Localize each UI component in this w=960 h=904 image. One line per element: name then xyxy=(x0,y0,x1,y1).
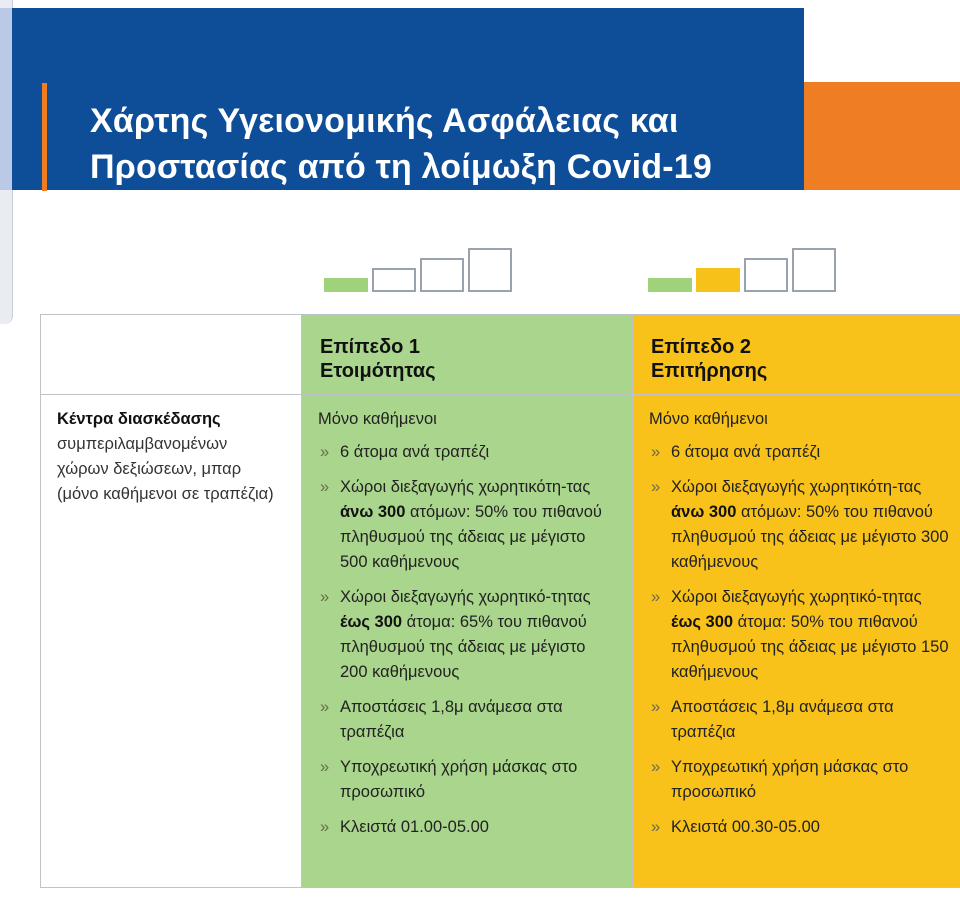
page-title xyxy=(90,98,790,190)
bullet-marker: » xyxy=(651,478,661,496)
bullet-marker: » xyxy=(320,758,330,776)
meter-cell-4 xyxy=(792,248,836,292)
list-item: » Χώροι διεξαγωγής χωρητικό-τητας έως 300 άτομα: 50% του πιθανού πληθυσμού της άδειας με μέγιστο 150 καθήμενους xyxy=(649,585,949,685)
bullet-marker: » xyxy=(320,588,330,606)
empty-header-cell xyxy=(41,315,302,395)
meter-cell-3 xyxy=(744,258,788,292)
list-item: » Κλειστά 00.30-05.00 xyxy=(649,815,949,840)
venue-cell xyxy=(41,395,302,888)
meter-cell-2 xyxy=(372,268,416,292)
venue-description: συμπεριλαμβανομένων χώρων δεξιώσεων, μπαρ (μόνο καθήμενοι σε τραπέζια) xyxy=(57,435,274,503)
meter-cell-3 xyxy=(420,258,464,292)
measures-table xyxy=(40,314,960,888)
level-1-subtitle: Ετοιμότητας xyxy=(320,360,436,382)
list-item: » Χώροι διεξαγωγής χωρητικότη-τας άνω 300 ατόμων: 50% του πιθανού πληθυσμού της άδειας με μέγιστο 300 καθήμενους xyxy=(649,475,949,575)
list-item: » Χώροι διεξαγωγής χωρητικότη-τας άνω 300 ατόμων: 50% του πιθανού πληθυσμού της άδειας με μέγιστο 500 καθήμενους xyxy=(318,475,616,575)
title-line-2: Προστασίας από τη λοίμωξη Covid-19 xyxy=(90,148,712,186)
bullet-marker: » xyxy=(320,443,330,461)
level-1-header xyxy=(302,315,633,395)
header-banner xyxy=(12,8,804,190)
bullet-marker: » xyxy=(651,443,661,461)
level-2-subtitle: Επιτήρησης xyxy=(651,360,768,382)
table-header-row xyxy=(41,315,960,395)
table-row xyxy=(41,395,960,888)
title-line-1: Χάρτης Υγειονομικής Ασφάλειας και xyxy=(90,102,679,140)
list-item: » Αποστάσεις 1,8μ ανάμεσα στα τραπέζια xyxy=(318,695,616,745)
meter-cell-2 xyxy=(696,268,740,292)
bullet-marker: » xyxy=(320,818,330,836)
level-1-name: Επίπεδο 1 xyxy=(320,336,421,358)
list-item: » Κλειστά 01.00-05.00 xyxy=(318,815,616,840)
list-item: » Υποχρεωτική χρήση μάσκας στο προσωπικό xyxy=(318,755,616,805)
list-item: » 6 άτομα ανά τραπέζι xyxy=(649,440,949,465)
bullet-marker: » xyxy=(651,818,661,836)
bullet-marker: » xyxy=(651,758,661,776)
bullet-marker: » xyxy=(320,698,330,716)
meter-cell-1 xyxy=(648,278,692,292)
bullet-marker: » xyxy=(651,698,661,716)
level-1-intro: Μόνο καθήμενοι xyxy=(318,410,437,428)
meter-cell-4 xyxy=(468,248,512,292)
level-1-measures xyxy=(302,395,633,888)
meter-cell-1 xyxy=(324,278,368,292)
venue-title: Κέντρα διασκέδασης xyxy=(57,410,221,428)
list-item: » Αποστάσεις 1,8μ ανάμεσα στα τραπέζια xyxy=(649,695,949,745)
level-2-measures xyxy=(633,395,960,888)
list-item: » Χώροι διεξαγωγής χωρητικό-τητας έως 300 άτομα: 65% του πιθανού πληθυσμού της άδειας με μέγιστο 200 καθήμενους xyxy=(318,585,616,685)
level-1-meter xyxy=(324,248,514,292)
level-2-intro: Μόνο καθήμενοι xyxy=(649,410,768,428)
bullet-marker: » xyxy=(651,588,661,606)
list-item: » Υποχρεωτική χρήση μάσκας στο προσωπικό xyxy=(649,755,949,805)
level-2-name: Επίπεδο 2 xyxy=(651,336,752,358)
level-2-meter xyxy=(648,248,838,292)
bullet-marker: » xyxy=(320,478,330,496)
header-accent-bar xyxy=(42,83,47,191)
list-item: » 6 άτομα ανά τραπέζι xyxy=(318,440,616,465)
left-edge-blue xyxy=(0,8,12,190)
level-2-header xyxy=(633,315,960,395)
orange-accent-block xyxy=(804,82,960,190)
